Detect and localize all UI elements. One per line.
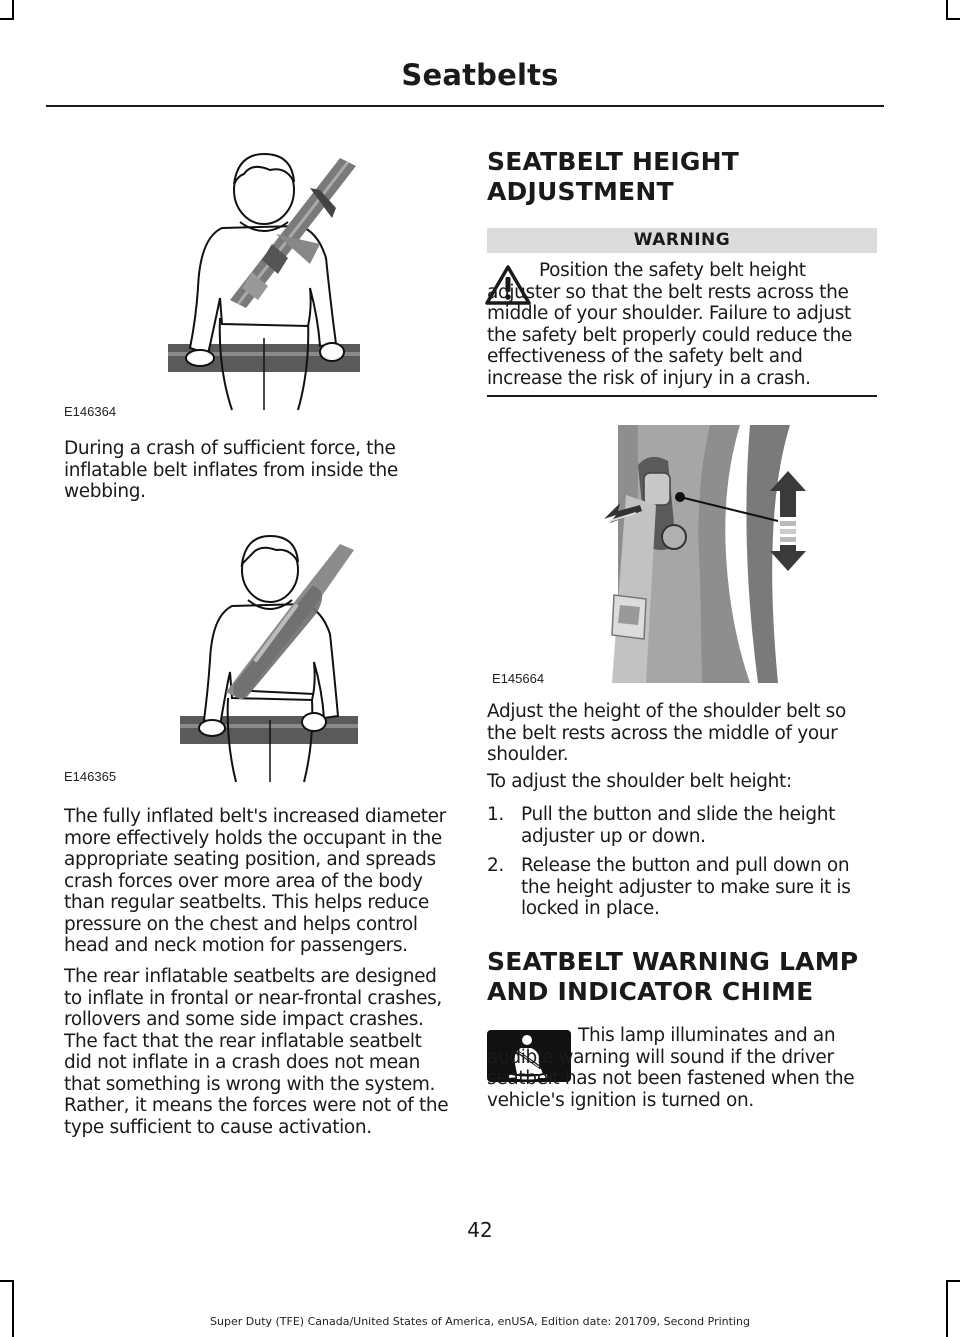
- step-1-text: Pull the button and slide the height adjuster up or down.: [521, 804, 836, 847]
- figure-id-2: E146365: [64, 769, 117, 784]
- page-number: 42: [467, 1218, 493, 1242]
- warning-end-rule: [487, 395, 877, 397]
- figure-id-3: E145664: [492, 671, 545, 686]
- step-2-text: Release the button and pull down on the height adjuster to make sure it is locked in place.: [521, 855, 851, 919]
- left-paragraph-1: During a crash of sufficient force, the inflatable belt inflates from inside the webbing.: [64, 438, 398, 502]
- figure-child-belt-inflated: [176, 530, 360, 784]
- warning-lamp-text: This lamp illuminates and an audible warning will sound if the driver seatbelt has not been fastened when the vehicle's ignition is turned on.: [487, 1025, 855, 1111]
- right-paragraph-2: To adjust the shoulder belt height:: [487, 771, 792, 792]
- crop-mark-bottom-left-h: [0, 1280, 14, 1282]
- step-1: [487, 804, 877, 848]
- step-2-number: 2.: [487, 855, 504, 876]
- section-heading-warning-lamp-line2: AND INDICATOR CHIME: [487, 977, 814, 1006]
- crop-mark-bottom-right: [946, 1280, 948, 1337]
- left-paragraph-3: The rear inflatable seatbelts are designed to inflate in frontal or near-frontal crashes, rollovers and some side impact crashes. The fact that the rear inflatable seatbelt did not inflate in a crash does not mean that something is wrong with the system. Rather, it means the forces were not of the type sufficient to cause activation.: [64, 966, 449, 1138]
- step-2: [487, 855, 877, 921]
- figure-id-1: E146364: [64, 404, 117, 419]
- crop-mark-bottom-right-h: [946, 1280, 960, 1282]
- footer-edition-info: Super Duty (TFE) Canada/United States of America, enUSA, Edition date: 201709, Second Printing: [210, 1315, 750, 1328]
- warning-text: Position the safety belt height adjuster so that the belt rests across the middle of your shoulder. Failure to adjust the safety belt properly could reduce the effectiveness of the safety belt and increase the risk of injury in a crash.: [487, 260, 853, 389]
- header-rule: [46, 105, 884, 107]
- figure-child-belt-inflating: [160, 148, 370, 414]
- step-1-number: 1.: [487, 804, 504, 825]
- crop-mark-top-left-h: [0, 18, 14, 20]
- crop-mark-top-right-h: [946, 18, 960, 20]
- section-heading-warning-lamp-line1: SEATBELT WARNING LAMP: [487, 947, 859, 976]
- page-header-title: Seatbelts: [401, 58, 559, 92]
- crop-mark-bottom-left: [12, 1280, 14, 1337]
- right-paragraph-1: Adjust the height of the shoulder belt so the belt rests across the middle of your shoulder.: [487, 701, 846, 765]
- crop-mark-top-right: [946, 0, 948, 20]
- left-paragraph-2: The fully inflated belt's increased diameter more effectively holds the occupant in the appropriate seating position, and spreads crash forces over more area of the body than regular seatbelts. This helps reduce pressure on the chest and helps control head and neck motion for passengers.: [64, 806, 446, 956]
- figure-belt-height-adjuster: [590, 425, 810, 683]
- section-heading-height-adjustment-line1: SEATBELT HEIGHT: [487, 147, 740, 176]
- warning-label-bar: WARNING: [487, 228, 877, 253]
- crop-mark-top-left: [12, 0, 14, 20]
- section-heading-height-adjustment-line2: ADJUSTMENT: [487, 177, 674, 206]
